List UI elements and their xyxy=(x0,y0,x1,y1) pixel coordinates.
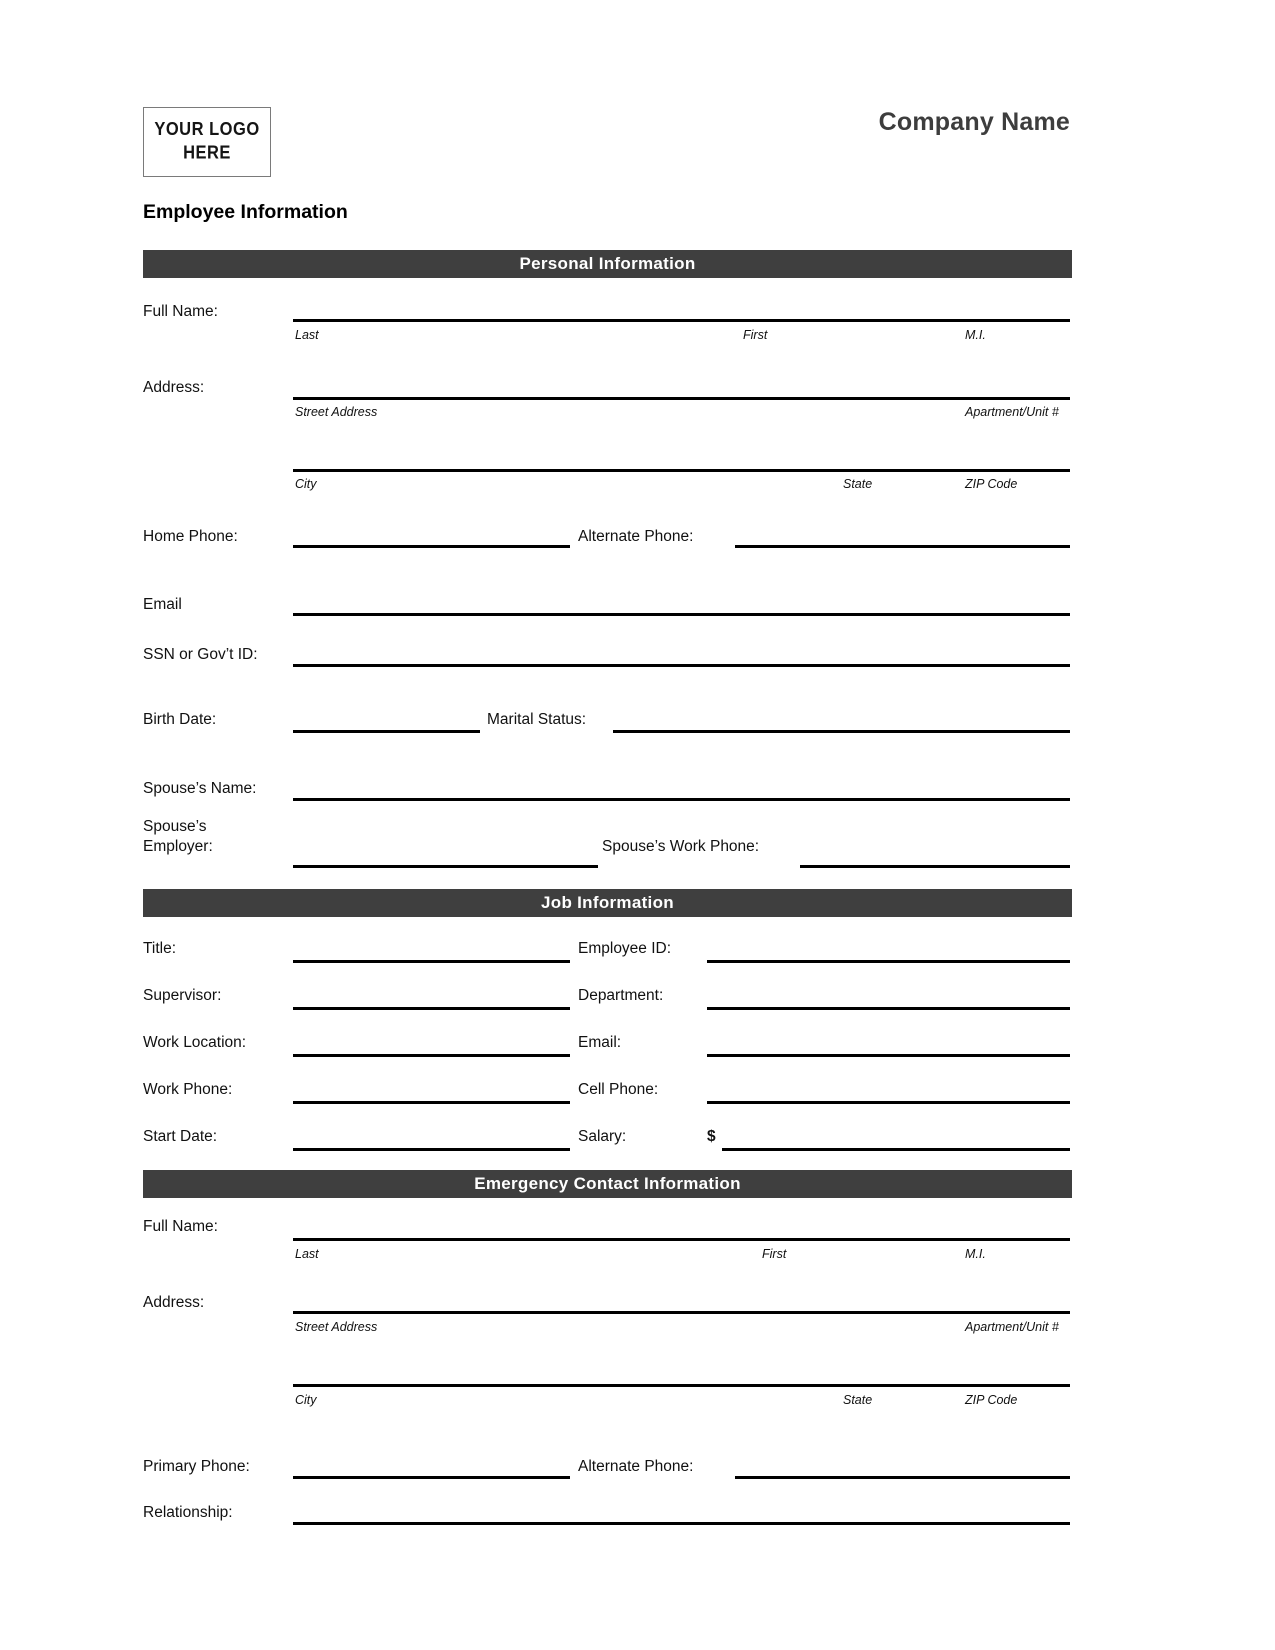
label-spouses-work-phone: Spouse’s Work Phone: xyxy=(602,838,760,855)
sublabel-personal-state: State xyxy=(843,477,873,491)
label-work-phone: Work Phone: xyxy=(143,1081,233,1098)
label-job-email: Email: xyxy=(578,1034,622,1051)
label-emergency-address: Address: xyxy=(143,1294,205,1311)
section-header-emergency-contact-information xyxy=(143,1170,1072,1198)
label-primary-phone: Primary Phone: xyxy=(143,1458,250,1475)
label-salary: Salary: xyxy=(578,1128,627,1145)
sublabel-personal-zip-code: ZIP Code xyxy=(965,477,1018,491)
label-birth-date: Birth Date: xyxy=(143,711,217,728)
label-personal-email: Email xyxy=(143,596,182,613)
field-line-work-phone[interactable] xyxy=(293,1101,570,1104)
label-home-phone: Home Phone: xyxy=(143,528,238,545)
sublabel-emergency-first: First xyxy=(762,1247,787,1261)
company-logo-placeholder xyxy=(143,107,271,177)
field-line-spouses-name[interactable] xyxy=(293,798,1070,801)
field-line-start-date[interactable] xyxy=(293,1148,570,1151)
section-title-emergency: Emergency Contact Information xyxy=(474,1174,741,1193)
field-line-ssn-gov-id[interactable] xyxy=(293,664,1070,667)
label-personal-address: Address: xyxy=(143,379,205,396)
label-ssn-gov-id: SSN or Gov’t ID: xyxy=(143,646,258,663)
field-line-home-phone[interactable] xyxy=(293,545,570,548)
label-spouses-name: Spouse’s Name: xyxy=(143,780,257,797)
label-emergency-alternate-phone: Alternate Phone: xyxy=(578,1458,694,1475)
field-line-personal-email[interactable] xyxy=(293,613,1070,616)
sublabel-personal-apartment-unit: Apartment/Unit # xyxy=(965,405,1059,419)
field-line-personal-alternate-phone[interactable] xyxy=(735,545,1070,548)
label-supervisor: Supervisor: xyxy=(143,987,222,1004)
sublabel-personal-last: Last xyxy=(295,328,319,342)
sublabel-personal-mi: M.I. xyxy=(965,328,986,342)
field-line-department[interactable] xyxy=(707,1007,1070,1010)
field-line-salary[interactable] xyxy=(722,1148,1070,1151)
field-line-job-title[interactable] xyxy=(293,960,570,963)
field-line-emergency-street-address[interactable] xyxy=(293,1311,1070,1314)
sublabel-emergency-mi: M.I. xyxy=(965,1247,986,1261)
sublabel-emergency-city: City xyxy=(295,1393,317,1407)
label-work-location: Work Location: xyxy=(143,1034,247,1051)
sublabel-personal-first: First xyxy=(743,328,768,342)
label-department: Department: xyxy=(578,987,664,1004)
label-marital-status: Marital Status: xyxy=(487,711,587,728)
label-job-title: Title: xyxy=(143,940,177,957)
logo-text-line1: YOUR LOGO xyxy=(154,119,260,140)
field-line-spouses-work-phone[interactable] xyxy=(800,865,1070,868)
section-header-personal-information xyxy=(143,250,1072,278)
field-line-supervisor[interactable] xyxy=(293,1007,570,1010)
label-spouses-employer-line2: Employer: xyxy=(143,838,213,855)
section-title-job: Job Information xyxy=(541,893,674,912)
label-personal-alternate-phone: Alternate Phone: xyxy=(578,528,694,545)
sublabel-emergency-zip-code: ZIP Code xyxy=(965,1393,1018,1407)
section-title-personal: Personal Information xyxy=(519,254,696,273)
sublabel-emergency-state: State xyxy=(843,1393,873,1407)
logo-text xyxy=(154,118,259,166)
label-cell-phone: Cell Phone: xyxy=(578,1081,659,1098)
field-line-personal-city-state-zip[interactable] xyxy=(293,469,1070,472)
field-line-work-location[interactable] xyxy=(293,1054,570,1057)
sublabel-emergency-street-address: Street Address xyxy=(295,1320,378,1334)
sublabel-emergency-last: Last xyxy=(295,1247,319,1261)
field-line-marital-status[interactable] xyxy=(613,730,1070,733)
sublabel-personal-street-address: Street Address xyxy=(295,405,378,419)
field-line-job-email[interactable] xyxy=(707,1054,1070,1057)
label-employee-id: Employee ID: xyxy=(578,940,672,957)
form-title: Employee Information xyxy=(143,201,348,223)
field-line-employee-id[interactable] xyxy=(707,960,1070,963)
sublabel-emergency-apartment-unit: Apartment/Unit # xyxy=(965,1320,1059,1334)
company-name: Company Name xyxy=(878,108,1070,136)
field-line-emergency-city-state-zip[interactable] xyxy=(293,1384,1070,1387)
salary-currency-symbol: $ xyxy=(707,1128,716,1145)
logo-text-line2: HERE xyxy=(183,143,231,164)
label-personal-full-name: Full Name: xyxy=(143,303,218,320)
field-line-spouses-employer[interactable] xyxy=(293,865,598,868)
field-line-cell-phone[interactable] xyxy=(707,1101,1070,1104)
field-line-primary-phone[interactable] xyxy=(293,1476,570,1479)
label-relationship: Relationship: xyxy=(143,1504,233,1521)
field-line-birth-date[interactable] xyxy=(293,730,480,733)
label-spouses-employer-line1: Spouse’s xyxy=(143,818,207,835)
field-line-relationship[interactable] xyxy=(293,1522,1070,1525)
field-line-personal-street-address[interactable] xyxy=(293,397,1070,400)
field-line-emergency-alternate-phone[interactable] xyxy=(735,1476,1070,1479)
sublabel-personal-city: City xyxy=(295,477,317,491)
label-emergency-full-name: Full Name: xyxy=(143,1218,218,1235)
section-header-job-information xyxy=(143,889,1072,917)
field-line-emergency-full-name[interactable] xyxy=(293,1238,1070,1241)
field-line-personal-full-name[interactable] xyxy=(293,319,1070,322)
label-start-date: Start Date: xyxy=(143,1128,218,1145)
